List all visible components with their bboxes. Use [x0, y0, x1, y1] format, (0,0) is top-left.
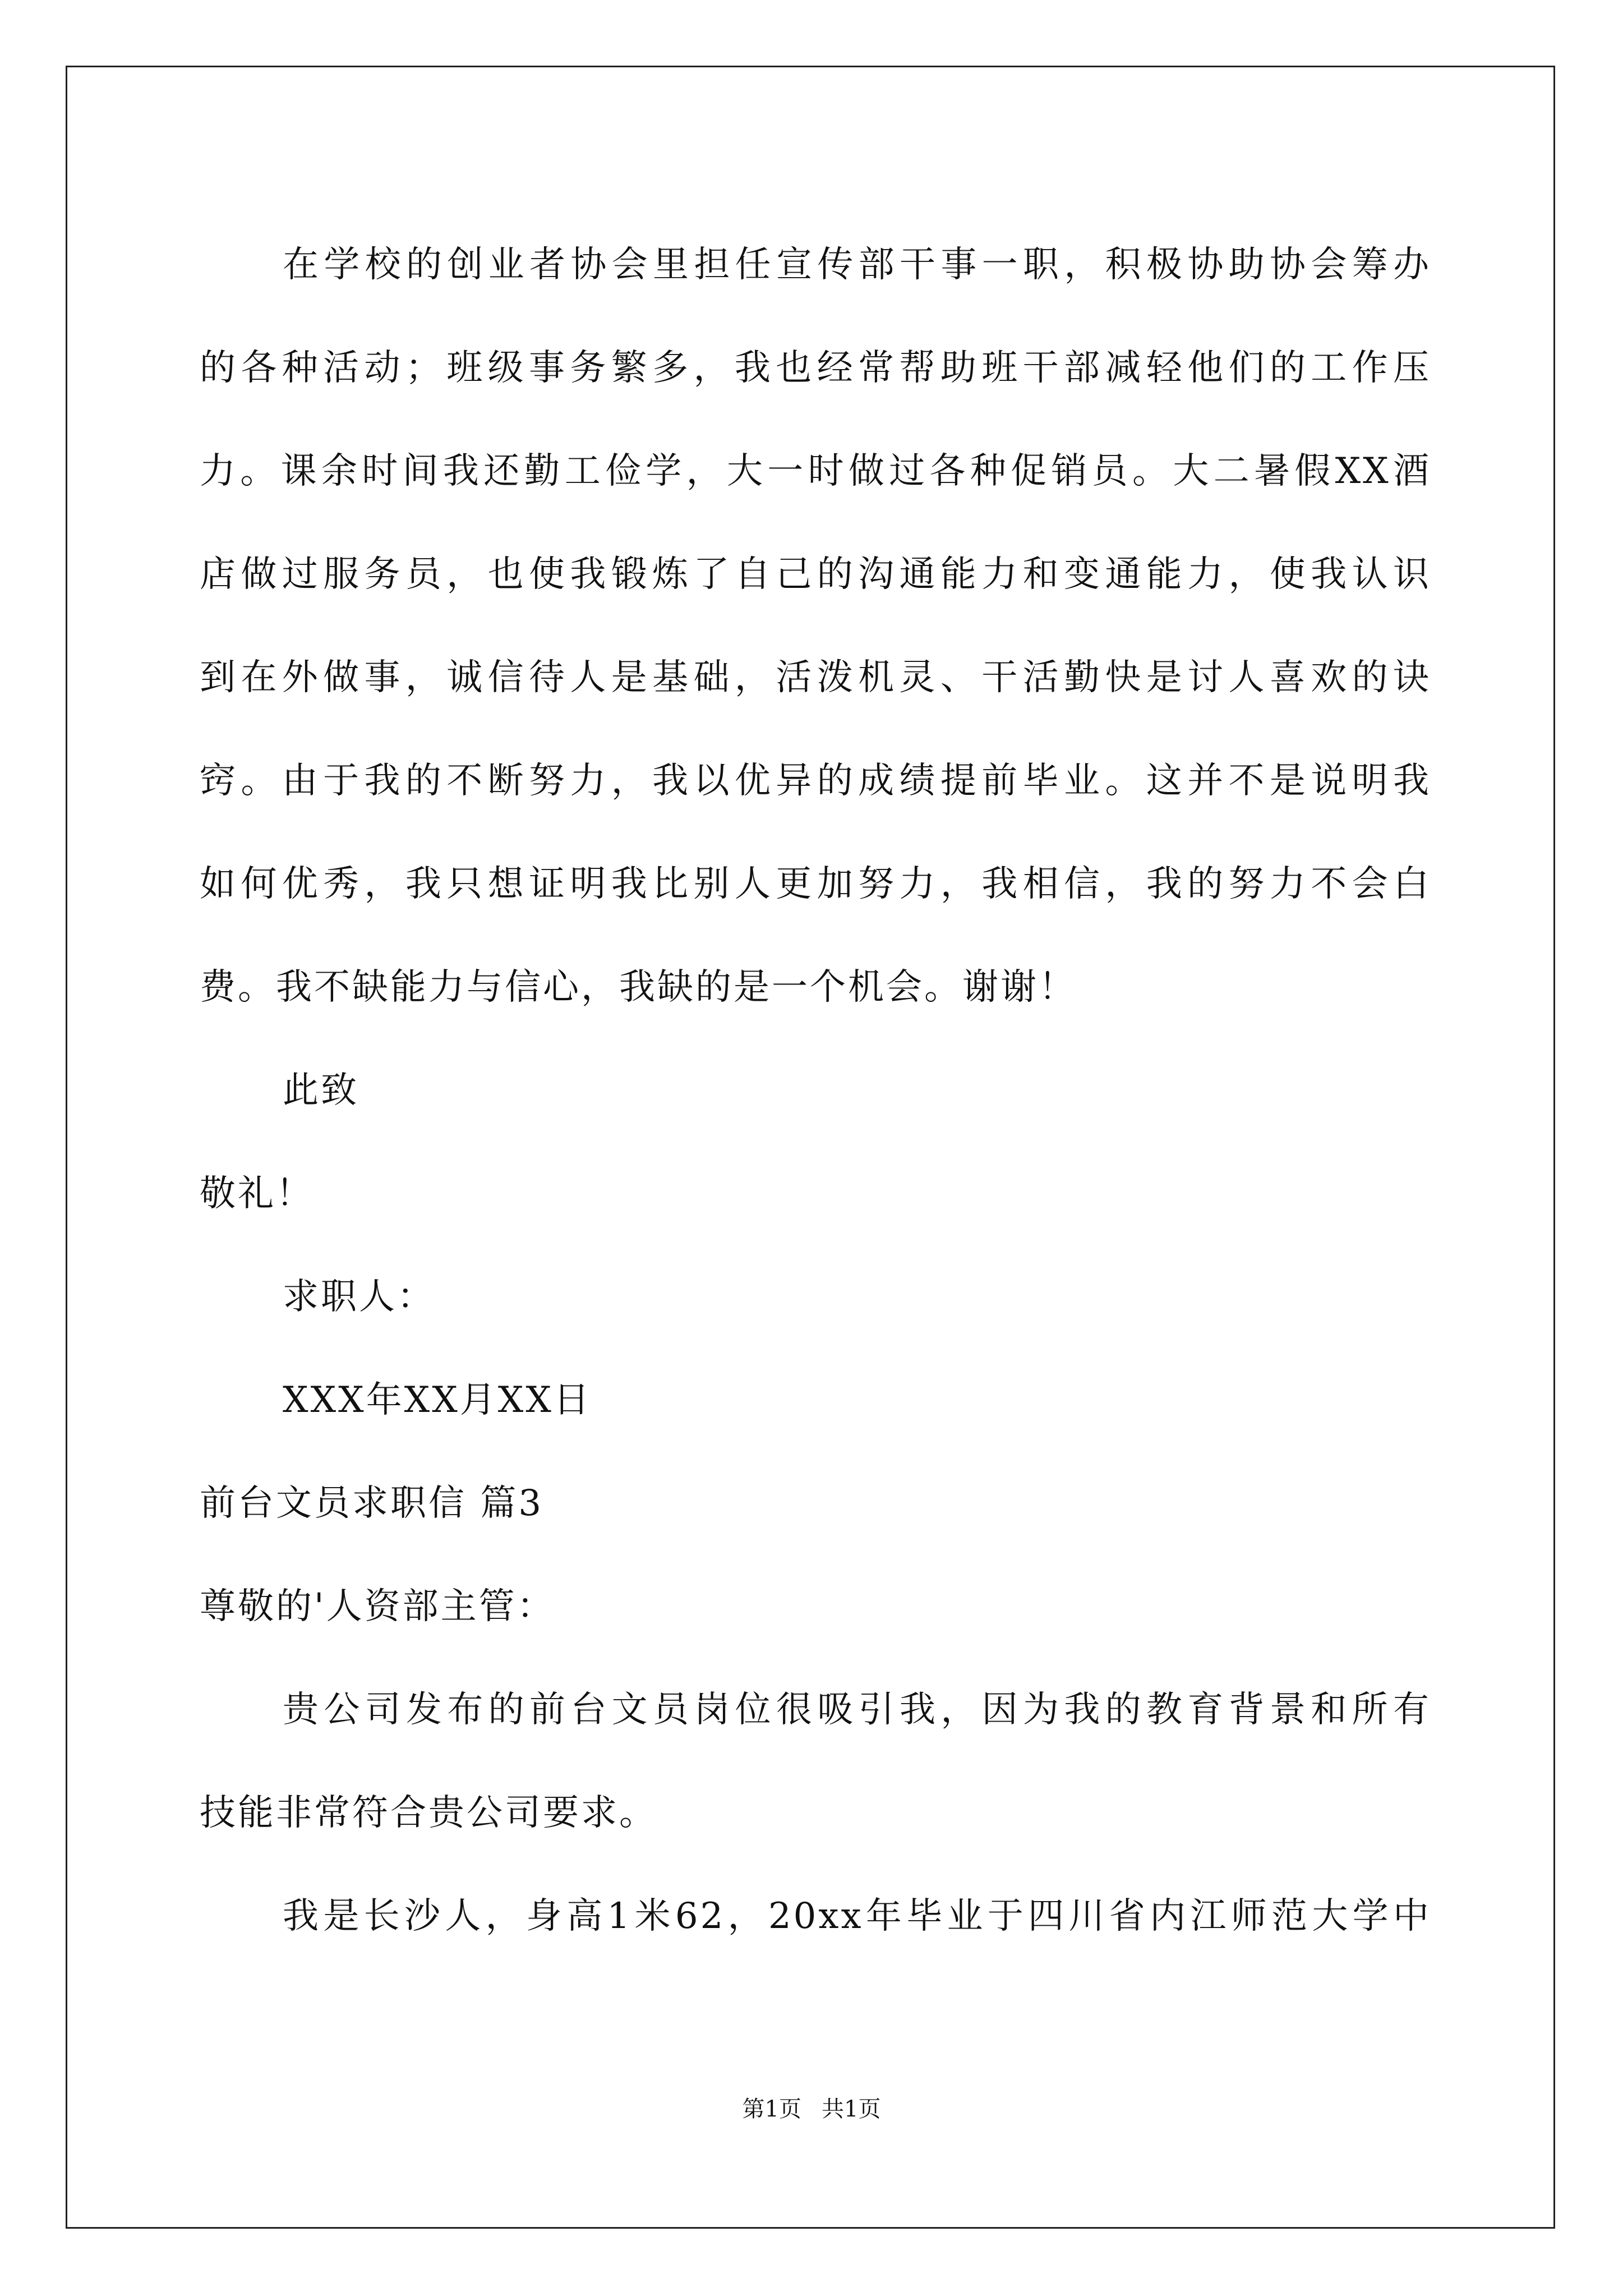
paragraph-line: 我是长沙人，身高1米62，20xx年毕业于四川省内江师范大学中: [283, 1895, 1431, 1937]
section-heading: 前台文员求职信 篇3: [200, 1483, 544, 1524]
page-footer: [0, 2095, 1623, 2123]
paragraph-line: 店做过服务员，也使我锻炼了自己的沟通能力和变通能力，使我认识: [200, 554, 1431, 595]
paragraph-line: 的各种活动；班级事务繁多，我也经常帮助班干部减轻他们的工作压: [200, 347, 1431, 389]
paragraph-line: 费。我不缺能力与信心，我缺的是一个机会。谢谢！: [200, 967, 1077, 1008]
paragraph-line: 如何优秀，我只想证明我比别人更加努力，我相信，我的努力不会白: [200, 863, 1431, 905]
page-number: 第1页: [742, 2096, 801, 2122]
paragraph-line: 窍。由于我的不断努力，我以优异的成绩提前毕业。这并不是说明我: [200, 760, 1431, 802]
page-total: 共1页: [822, 2096, 881, 2122]
greeting-line: 尊敬的'人资部主管：: [200, 1586, 555, 1627]
signature-label: 求职人：: [283, 1276, 435, 1318]
paragraph-line: 在学校的创业者协会里担任宣传部干事一职，积极协助协会筹办: [283, 244, 1431, 286]
date-line: XXX年XX月XX日: [283, 1379, 592, 1421]
document-body: [200, 213, 1431, 1968]
paragraph-line: 到在外做事，诚信待人是基础，活泼机灵、干活勤快是讨人喜欢的诀: [200, 657, 1431, 698]
closing-regards: 敬礼！: [200, 1173, 314, 1214]
paragraph-line: 技能非常符合贵公司要求。: [200, 1792, 657, 1834]
paragraph-line: 力。课余时间我还勤工俭学，大一时做过各种促销员。大二暑假XX酒: [200, 450, 1431, 492]
closing-salutation: 此致: [283, 1070, 359, 1111]
paragraph-line: 贵公司发布的前台文员岗位很吸引我，因为我的教育背景和所有: [283, 1689, 1431, 1731]
